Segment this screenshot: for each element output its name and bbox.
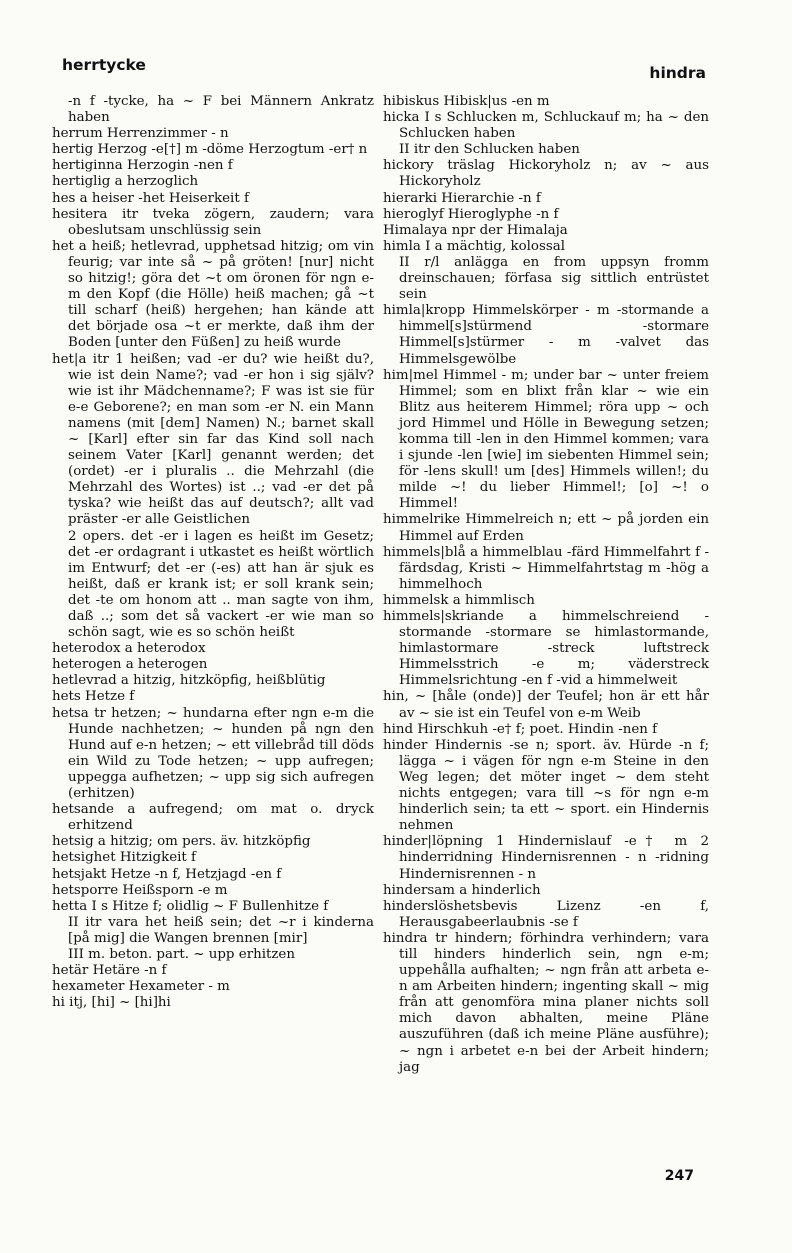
dictionary-entry: hertiglig a herzoglich [52,174,199,190]
dictionary-entry: hinder|löpning 1 Hindernislauf -e† m 2 hinderridning Hindernisrennen - n -ridning Hindernisrennen - n [383,834,709,882]
dictionary-entry: Himalaya npr der Himalaja [383,222,568,238]
dictionary-entry: het a heiß; hetlevrad, upphetsad hitzig; om vin feurig; var inte så ~ på gröten! [nur] nicht so hitzig!; göra det ~t om öronen för ngn e-m den Kopf (die Hölle) heiß machen; gå ~t till scharf (heiß) hergehen; han kände att det började osa ~t er merkte, daß ihm der Boden [unter den Füßen] zu heiß wurde [52,238,374,351]
dictionary-entry: hetta I s Hitze f; olidlig ~ F Bullenhitze f [52,898,329,914]
dictionary-entry: hetlevrad a hitzig, hitzköpfig, heißblütig [52,673,326,689]
dictionary-entry: het|a itr 1 heißen; vad -er du? wie heißt du?, wie ist dein Name?; vad -er hon i sig själv? wie ist ihr Mädchenname?; F was ist sie für e-e Geborene?; en man som -er N. ein Mann namens (mit [dem] Namen) N.; barnet skall ~ [Karl] efter sin far das Kind soll nach seinem Vater [Karl] genannt werden; det (ordet) -er i pluralis .. die Mehrzahl (die Mehrzahl des Wortes) ist ..; vad -er det på tyska? wie heißt das auf deutsch?; allt vad präster -er alle Geistlichen [52,351,374,528]
dictionary-entry: hetsighet Hitzigkeit f [52,850,197,866]
running-head-right: hindra [649,64,706,82]
dictionary-entry: hin, ~ [håle (onde)] der Teufel; hon är ett hår av ~ sie ist ein Teufel von e-m Weib [383,689,709,721]
dictionary-entry: hi itj, [hi] ~ [hi]hi [52,995,171,1011]
dictionary-entry: hetsjakt Hetze -n f, Hetzjagd -en f [52,866,282,882]
dictionary-entry: hexameter Hexameter - m [52,979,230,995]
dictionary-entry: II r/l anlägga en from uppsyn fromm dreinschauen; förfasa sig sittlich entrüstet sein [399,254,709,303]
dictionary-entry: hets Hetze f [52,689,135,705]
page-number: 247 [664,1168,694,1184]
dictionary-entry: hierarki Hierarchie -n f [383,190,541,206]
dictionary-entry: III m. beton. part. ~ upp erhitzen [68,946,295,962]
dictionary-entry: hetsporre Heißsporn -e m [52,882,228,898]
dictionary-entry: himmels|skriande a himmelschreiend -stormande -stormare se himlastormande, himlastormare -streck luftstreck Himmelsstrich -e m; väderstreck Himmelsrichtung -en f -vid a himmelweit [383,609,709,689]
dictionary-entry: herrum Herrenzimmer - n [52,126,229,142]
right-column [383,94,709,1076]
dictionary-entry: II itr vara het heiß sein; det ~r i kinderna [på mig] die Wangen brennen [mir] [68,914,374,946]
running-head-left: herrtycke [62,56,146,74]
dictionary-entry: hetsa tr hetzen; ~ hundarna efter ngn e-m die Hunde nachhetzen; ~ hunden på ngn den Hund auf e-n hetzen; ~ ett villebråd till döds ein Wild zu Tode hetzen; ~ upp aufregen; uppegga aufhetzen; ~ upp sig sich aufregen (erhitzen) [52,705,374,802]
dictionary-entry: hertig Herzog -e[†] m -döme Herzogtum -er† n [52,142,368,158]
dictionary-entry: hicka I s Schlucken m, Schluckauf m; ha ~ den Schlucken haben [383,110,709,142]
dictionary-entry: him|mel Himmel - m; under bar ~ unter freiem Himmel; som en blixt från klar ~ wie ein Blitz aus heiterem Himmel; röra upp ~ och jord Himmel und Hölle in Bewegung setzen; komma till -len in den Himmel kommen; vara i sjunde -len [wie] im siebenten Himmel sein; för -lens skull! um [des] Himmels willen!; du milde ~! du lieber Himmel!; [o] ~! o Himmel! [383,367,709,512]
dictionary-entry: hetsande a aufregend; om mat o. dryck erhitzend [52,802,374,834]
dictionary-entry: hetär Hetäre -n f [52,963,167,979]
dictionary-entry: himmelsk a himmlisch [383,592,535,608]
dictionary-entry: hinder Hindernis -se n; sport. äv. Hürde -n f; lägga ~ i vägen för ngn e-m Steine in den Weg legen; det möter inget ~ dem steht nichts entgegen; vara till ~s för ngn e-m hinderlich sein; ta ett ~ sport. ein Hindernis nehmen [383,737,709,834]
dictionary-entry: himmelrike Himmelreich n; ett ~ på jorden ein Himmel auf Erden [383,512,709,544]
dictionary-entry: hind Hirschkuh -e† f; poet. Hindin -nen f [383,721,658,737]
dictionary-entry: -n f -tycke, ha ~ F bei Männern Ankratz haben [68,94,374,126]
dictionary-entry: hetsig a hitzig; om pers. äv. hitzköpfig [52,834,311,850]
dictionary-entry: hindra tr hindern; förhindra verhindern; vara till hinders hinderlich sein, ngn e-m; uppehålla aufhalten; ~ ngn från att arbeta e-n am Arbeiten hindern; ingenting skall ~ mig från att genomföra mina planer nichts soll mich davon abhalten, meine Pläne auszuführen (daß ich meine Pläne ausführe); ~ ngn i arbetet e-n bei der Arbeit hindern; jag [383,930,709,1075]
dictionary-entry: himla I a mächtig, kolossal [383,238,565,254]
dictionary-entry: hes a heiser -het Heiserkeit f [52,190,249,206]
dictionary-entry: heterodox a heterodox [52,641,206,657]
dictionary-entry: heterogen a heterogen [52,657,208,673]
dictionary-entry: hickory träslag Hickoryholz n; av ~ aus Hickoryholz [383,158,709,190]
dictionary-entry: himmels|blå a himmelblau -färd Himmelfahrt f -färdsdag, Kristi ~ Himmelfahrtstag m -hög a himmelhoch [383,544,709,592]
dictionary-entry: himla|kropp Himmelskörper - m -stormande a himmel[s]stürmend -stormare Himmel[s]stürmer - m -valvet das Himmelsgewölbe [383,303,709,367]
dictionary-entry: 2 opers. det -er i lagen es heißt im Gesetz; det -er ordagrant i utkastet es heißt wörtlich im Entwurf; det -er (-es) att han är sjuk es heißt, daß er krank ist; er soll krank sein; det -te om honom att .. man sagte von ihm, daß ..; som det så vackert -er wie man so schön sagt, wie es so schön heißt [68,528,374,641]
dictionary-entry: hibiskus Hibisk|us -en m [383,94,550,109]
dictionary-entry: hertiginna Herzogin -nen f [52,158,233,174]
dictionary-entry: hindersam a hinderlich [383,882,541,898]
dictionary-entry: hesitera itr tveka zögern, zaudern; vara obeslutsam unschlüssig sein [52,206,374,238]
dictionary-entry: II itr den Schlucken haben [399,142,580,158]
dictionary-entry: hinderslöshetsbevis Lizenz -en f, Herausgabeerlaubnis -se f [383,898,709,930]
dictionary-entry: hieroglyf Hieroglyphe -n f [383,206,559,222]
left-column [52,94,374,1011]
